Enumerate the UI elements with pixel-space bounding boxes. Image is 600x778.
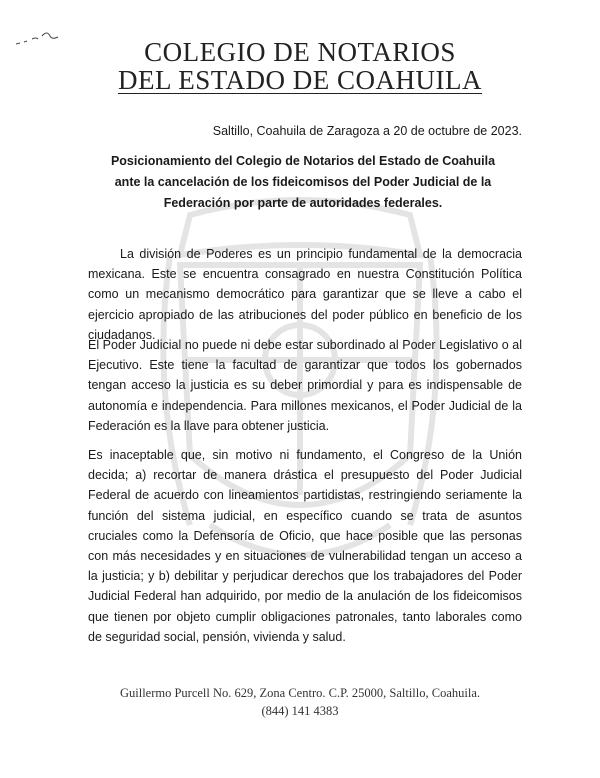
- footer-address: Guillermo Purcell No. 629, Zona Centro. C.P. 25000, Saltillo, Coahuila.: [119, 686, 481, 700]
- body-paragraph: Es inaceptable que, sin motivo ni fundamento, el Congreso de la Unión decida; a) recortar de manera drástica el presupuesto del Poder Judicial Federal de acuerdo con lineamientos partidistas, restringiendo seriamente la función del sistema judicial, en específico cuando se trata de asuntos cruciales como la Defensoría de Oficio, que hace posible que las personas con más necesidades y en situaciones de vulnerabilidad tengan un acceso a la justicia; y b) debilitar y perjudicar derechos que los trabajadores del Poder Judicial Federal han adquirido, por medio de la anulación de los fideicomisos que tienen por objeto cumplir obligaciones patronales, tanto laborales como de seguridad social, pensión, vivienda y salud.: [88, 448, 522, 644]
- subject-heading: Posicionamiento del Colegio de Notarios del Estado de Coahuila ante la cancelación de los fideicomisos del Poder Judicial de la Federación por parte de autoridades federales.: [110, 154, 496, 210]
- letterhead-title: COLEGIO DE NOTARIOS: [144, 37, 456, 67]
- body-paragraph: El Poder Judicial no puede ni debe estar subordinado al Poder Legislativo o al Ejecutivo. Este tiene la facultad de garantizar que todos los gobernados tengan acceso la justicia es su deber primordial y para es indispensable de autonomía e independencia. Para millones mexicanos, el Poder Judicial de la Federación es la llave para obtener justicia.: [88, 338, 522, 433]
- date-line: Saltillo, Coahuila de Zaragoza a 20 de octubre de 2023.: [212, 124, 522, 138]
- letterhead-subtitle: DEL ESTADO DE COAHUILA: [117, 65, 483, 95]
- body-paragraph: La división de Poderes es un principio fundamental de la democracia mexicana. Este se encuentra consagrado en nuestra Constitución Política como un mecanismo democrático para garantizar que se lleve a cabo el ejercicio apropiado de las atribuciones del poder público en beneficio de los ciudadanos.: [88, 247, 522, 342]
- footer-phone: (844) 141 4383: [261, 704, 339, 718]
